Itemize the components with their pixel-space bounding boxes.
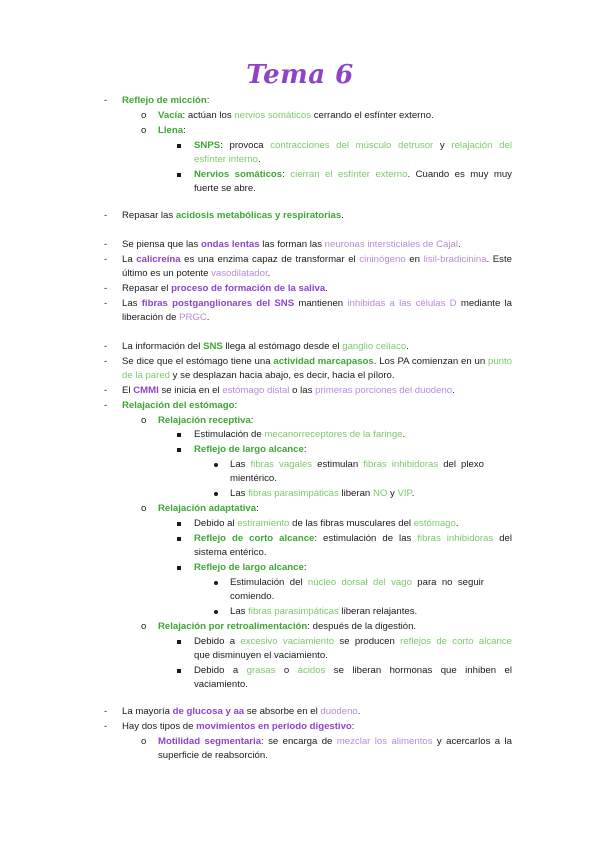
highlighted-term: fibras parasimpáticas [248, 488, 339, 499]
text-segment: las forman las [259, 239, 325, 250]
text-segment: : [234, 400, 238, 411]
square-bullet-icon [177, 448, 181, 452]
text-line [122, 94, 209, 108]
text-segment: Se dice que el estómago tiene una [122, 356, 274, 367]
text-segment: : [250, 415, 254, 426]
round-bullet-icon [214, 610, 218, 614]
text-line [194, 546, 267, 560]
text-segment: : después de la digestión. [307, 621, 417, 632]
text-line [122, 369, 395, 383]
text-segment: : estimulación de las [314, 533, 418, 544]
highlighted-term: Reflejo de largo alcance [194, 562, 304, 573]
text-segment: Las [230, 488, 249, 499]
text-segment: liberación de [122, 312, 180, 323]
square-bullet-icon [177, 640, 181, 644]
square-bullet-icon [177, 669, 181, 673]
text-segment: mientérico. [230, 473, 277, 484]
text-line [122, 282, 328, 296]
highlighted-term: mecanorreceptores de la faringe [264, 429, 403, 440]
text-segment: mediante la [456, 298, 513, 309]
highlighted-term: neuronas intersticiales de Cajal [324, 239, 458, 250]
circle-bullet: o [141, 125, 147, 136]
text-segment: . [267, 268, 271, 279]
dash-bullet: - [104, 298, 108, 309]
highlighted-term: acidosis metabólicas y respiratorias [175, 210, 342, 221]
text-segment: . Cuando es muy muy [407, 169, 512, 180]
text-segment: que disminuyen el vaciamiento. [194, 650, 328, 661]
text-line [158, 109, 434, 123]
text-segment: Las [230, 606, 249, 617]
highlighted-term: Reflejo de largo alcance [194, 444, 304, 455]
text-segment: y acercarlos a la [432, 736, 512, 747]
text-line [194, 139, 512, 153]
circle-bullet: o [141, 736, 147, 747]
text-line [194, 649, 328, 663]
text-segment: último es un potente [122, 268, 212, 279]
round-bullet-icon [214, 463, 218, 467]
highlighted-term: primeras porciones del duodeno [315, 385, 453, 396]
text-line [230, 590, 274, 604]
text-segment: fuerte se abre. [194, 183, 256, 194]
circle-bullet: o [141, 415, 147, 426]
text-segment: del plexo [438, 459, 484, 470]
highlighted-term: calicreína [136, 254, 181, 265]
dash-bullet: - [104, 721, 108, 732]
text-segment: se absorbe en el [244, 706, 321, 717]
text-line [230, 487, 414, 501]
text-segment: cerrando el esfínter externo. [311, 110, 434, 121]
highlighted-term: cininógeno [359, 254, 406, 265]
text-segment: y [433, 140, 452, 151]
text-segment: . Los PA comienzan en un [373, 356, 488, 367]
dash-bullet: - [104, 706, 108, 717]
dash-bullet: - [104, 341, 108, 352]
text-segment: llega al estómago desde el [222, 341, 343, 352]
text-segment: Se piensa que las [122, 239, 201, 250]
text-segment: : [206, 95, 210, 106]
highlighted-term: ondas lentas [200, 239, 260, 250]
highlighted-term: estiramiento [237, 518, 290, 529]
text-line [158, 749, 268, 763]
highlighted-term: cierran el esfínter externo [290, 169, 408, 180]
text-segment: de las fibras musculares del [289, 518, 414, 529]
text-line [194, 561, 307, 575]
dash-bullet: - [104, 385, 108, 396]
text-segment: Estimulación de [194, 429, 265, 440]
text-segment: liberan [338, 488, 373, 499]
text-line [194, 532, 512, 546]
highlighted-term: de glucosa y aa [172, 706, 245, 717]
highlighted-term: proceso de formación de la saliva [171, 283, 326, 294]
text-line [194, 428, 405, 442]
text-line [122, 384, 455, 398]
text-segment: o las [289, 385, 316, 396]
text-segment: Debido a [194, 636, 241, 647]
highlighted-term: Relajación receptiva [158, 415, 251, 426]
highlighted-term: Reflejo de corto alcance [194, 533, 315, 544]
text-segment: del [493, 533, 513, 544]
dash-bullet: - [104, 210, 108, 221]
text-segment: Hay dos tipos de [122, 721, 197, 732]
text-segment: en [405, 254, 424, 265]
text-segment: Debido al [194, 518, 238, 529]
text-line [230, 458, 484, 472]
text-segment: vaciamiento. [194, 679, 248, 690]
highlighted-term: fibras parasimpáticas [248, 606, 339, 617]
text-segment: . [325, 283, 328, 294]
text-segment: Las [122, 298, 142, 309]
text-segment: : [303, 562, 307, 573]
text-segment: Las [230, 459, 251, 470]
dash-bullet: - [104, 254, 108, 265]
text-segment: . [458, 239, 461, 250]
text-segment: . [341, 210, 344, 221]
highlighted-term: contracciones del músculo detrusor [270, 140, 434, 151]
highlighted-term: ganglio celíaco [342, 341, 407, 352]
highlighted-term: Relajación adaptativa [158, 503, 257, 514]
text-line [122, 238, 461, 252]
highlighted-term: fibras vagales [250, 459, 313, 470]
highlighted-term: vasodilatador [211, 268, 268, 279]
text-segment: sistema entérico. [194, 547, 267, 558]
square-bullet-icon [177, 522, 181, 526]
text-line [230, 576, 484, 590]
text-segment: se producen [334, 636, 401, 647]
text-line [122, 267, 270, 281]
text-segment: liberan relajantes. [338, 606, 418, 617]
highlighted-term: relajación del [451, 140, 512, 151]
text-segment: . [357, 706, 361, 717]
text-segment: : [282, 169, 291, 180]
text-line [194, 664, 512, 678]
text-segment: . [452, 385, 455, 396]
text-segment: : [183, 125, 186, 136]
text-line [122, 340, 409, 354]
dash-bullet: - [104, 356, 108, 367]
text-segment: . [406, 341, 409, 352]
text-segment: se liberan hormonas que inhiben el [325, 665, 512, 676]
text-segment: . [402, 429, 406, 440]
highlighted-term: Motilidad segmentaria [158, 736, 262, 747]
round-bullet-icon [214, 581, 218, 585]
text-line [122, 720, 354, 734]
text-segment: . [258, 154, 261, 165]
round-bullet-icon [214, 492, 218, 496]
text-segment: Repasar las [122, 210, 176, 221]
highlighted-term: núcleo dorsal del vago [307, 577, 412, 588]
dash-bullet: - [104, 95, 108, 106]
highlighted-term: movimientos en período digestivo [196, 721, 352, 732]
text-segment: : [256, 503, 259, 514]
text-segment: estimulan [312, 459, 364, 470]
text-segment: comiendo. [230, 591, 275, 602]
text-line [158, 124, 186, 138]
text-segment: : [351, 721, 355, 732]
text-segment: Estimulación del [230, 577, 308, 588]
square-bullet-icon [177, 173, 181, 177]
dash-bullet: - [104, 400, 108, 411]
circle-bullet: o [141, 503, 147, 514]
highlighted-term: SNPS [194, 140, 221, 151]
dash-bullet: - [104, 239, 108, 250]
text-segment: superficie de reabsorción. [158, 750, 268, 761]
text-line [122, 355, 512, 369]
highlighted-term: SNS [203, 341, 223, 352]
highlighted-term: Vacía [158, 110, 183, 121]
text-line [194, 182, 256, 196]
text-line [230, 605, 417, 619]
highlighted-term: ácidos [297, 665, 326, 676]
square-bullet-icon [177, 433, 181, 437]
highlighted-term: excesivo vaciamiento [240, 636, 335, 647]
text-segment: : se encarga de [261, 736, 337, 747]
highlighted-term: Llena [158, 125, 184, 136]
text-line [122, 399, 237, 413]
highlighted-term: fibras inhibidoras [363, 459, 439, 470]
highlighted-term: punto [487, 356, 512, 367]
dash-bullet: - [104, 283, 108, 294]
text-line [122, 209, 344, 223]
text-segment: . [206, 312, 210, 323]
text-segment: o [275, 665, 298, 676]
highlighted-term: estómago distal [222, 385, 290, 396]
text-line [122, 253, 512, 267]
text-segment: La mayoría [122, 706, 173, 717]
text-segment: mantienen [294, 298, 348, 309]
text-segment: y se desplazan hacia abajo, es decir, hacia el píloro. [170, 370, 395, 381]
highlighted-term: grasas [246, 665, 276, 676]
highlighted-term: NO [372, 488, 388, 499]
text-line [194, 635, 512, 649]
highlighted-term: lisil-bradicinina [423, 254, 487, 265]
highlighted-term: actividad marcapasos [273, 356, 374, 367]
highlighted-term: duodeno [320, 706, 358, 717]
text-line [194, 678, 248, 692]
circle-bullet: o [141, 110, 147, 121]
text-segment: La información del [122, 341, 204, 352]
highlighted-term: reflejos de corto alcance [400, 636, 512, 647]
text-line [194, 153, 261, 167]
highlighted-term: mezclar los alimentos [336, 736, 433, 747]
text-line [158, 414, 253, 428]
text-segment: y [387, 488, 398, 499]
page-title: Tema 6 [246, 60, 354, 90]
text-line [194, 443, 307, 457]
text-line [194, 168, 512, 182]
text-segment: se inicia en el [158, 385, 223, 396]
highlighted-term: nervios somáticos [234, 110, 312, 121]
highlighted-term: PRGC [179, 312, 207, 323]
circle-bullet: o [141, 621, 147, 632]
highlighted-term: Reflejo de micción [122, 95, 207, 106]
text-line [194, 517, 459, 531]
highlighted-term: Relajación por retroalimentación [158, 621, 308, 632]
text-segment: Repasar el [122, 283, 172, 294]
text-segment: : actúan los [182, 110, 235, 121]
highlighted-term: fibras inhibidoras [417, 533, 494, 544]
text-segment: : [303, 444, 307, 455]
text-line [158, 502, 259, 516]
text-line [158, 620, 416, 634]
text-line [230, 472, 277, 486]
text-segment: La [122, 254, 137, 265]
text-line [122, 297, 512, 311]
highlighted-term: CMMI [133, 385, 159, 396]
text-segment: . [455, 518, 459, 529]
highlighted-term: Nervios somáticos [194, 169, 283, 180]
highlighted-term: estómago [413, 518, 456, 529]
text-segment: para no seguir [411, 577, 484, 588]
highlighted-term: Relajación del estómago [122, 400, 235, 411]
highlighted-term: fibras postganglionares del SNS [141, 298, 295, 309]
square-bullet-icon [177, 566, 181, 570]
highlighted-term: VIP [397, 488, 412, 499]
text-segment: Debido a [194, 665, 247, 676]
highlighted-term: inhibidas a las células D [347, 298, 457, 309]
text-line [122, 705, 360, 719]
text-segment: El [122, 385, 134, 396]
highlighted-term: de la pared [122, 370, 171, 381]
text-line [122, 311, 209, 325]
text-segment: . Este [486, 254, 512, 265]
square-bullet-icon [177, 144, 181, 148]
text-segment: : provoca [220, 140, 271, 151]
text-line [158, 735, 512, 749]
text-segment: . [411, 488, 415, 499]
text-segment: es una enzima capaz de transformar el [180, 254, 360, 265]
square-bullet-icon [177, 537, 181, 541]
highlighted-term: esfínter interno [194, 154, 258, 165]
